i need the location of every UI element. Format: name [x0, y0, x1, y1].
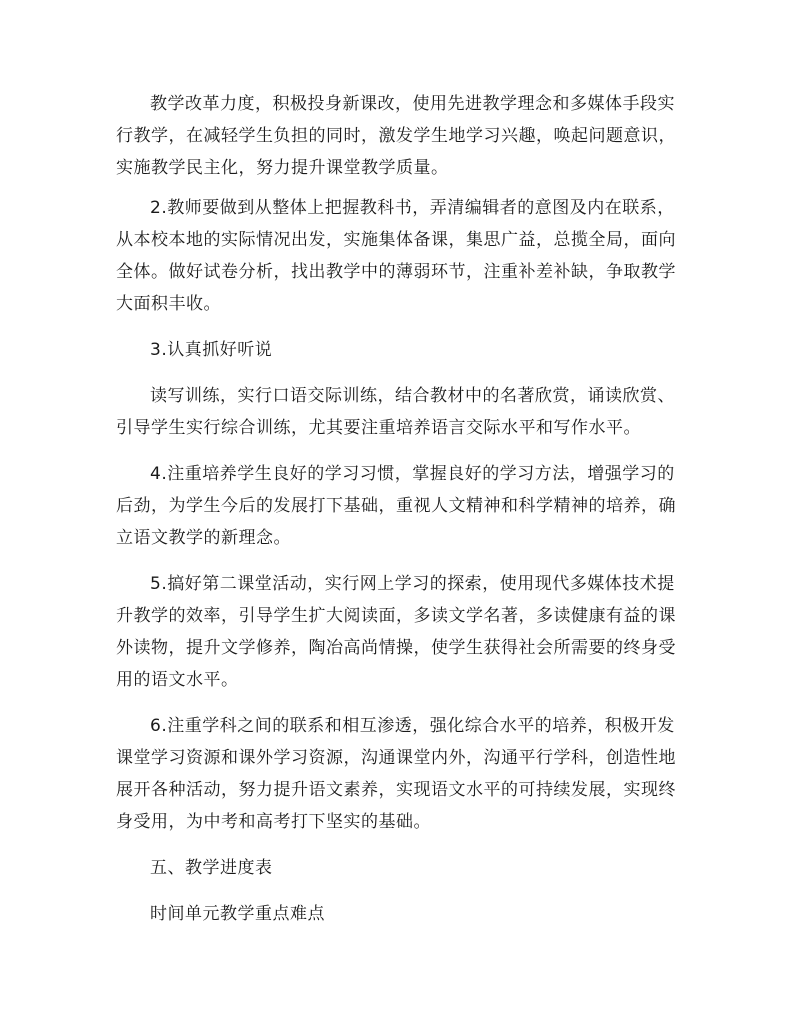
paragraph-item-2-textbook: 2.教师要做到从整体上把握教科书，弄清编辑者的意图及内在联系，从本校本地的实际情况出发，实施集体备课，集思广益，总揽全局，面向全体。做好试卷分析，找出教学中的薄弱环节，注重补差补缺，争取教学大面积丰收。	[116, 198, 676, 314]
paragraph-item-5-second-classroom: 5.搞好第二课堂活动，实行网上学习的探索，使用现代多媒体技术提升教学的效率，引导学生扩大阅读面，多读文学名著，多读健康有益的课外读物，提升文学修养，陶冶高尚情操，使学生获得社会所需要的终身受用的语文水平。	[116, 574, 676, 690]
paragraph-reading-writing: 读写训练，实行口语交际训练，结合教材中的名著欣赏，诵读欣赏、引导学生实行综合训练，尤其要注重培养语言交际水平和写作水平。	[116, 386, 675, 438]
document-body	[116, 88, 686, 930]
paragraph-item-4-habits: 4.注重培养学生良好的学习习惯，掌握良好的学习方法，增强学习的后劲，为学生今后的发展打下基础，重视人文精神和科学精神的培养，确立语文教学的新理念。	[116, 464, 676, 548]
schedule-table-header: 时间单元教学重点难点	[150, 904, 325, 924]
paragraph-item-3-listening: 3.认真抓好听说	[150, 340, 273, 360]
paragraph-item-6-interdisciplinary: 6.注重学科之间的联系和相互渗透，强化综合水平的培养，积极开发课堂学习资源和课外学习资源，沟通课堂内外，沟通平行学科，创造性地展开各种活动，努力提升语文素养，实现语文水平的可持续发展，实现终身受用，为中考和高考打下坚实的基础。	[116, 716, 676, 832]
paragraph-teaching-reform: 教学改革力度，积极投身新课改，使用先进教学理念和多媒体手段实行教学，在减轻学生负担的同时，激发学生地学习兴趣，唤起问题意识，实施教学民主化，努力提升课堂教学质量。	[116, 94, 676, 178]
section-heading-schedule: 五、教学进度表	[150, 858, 273, 878]
